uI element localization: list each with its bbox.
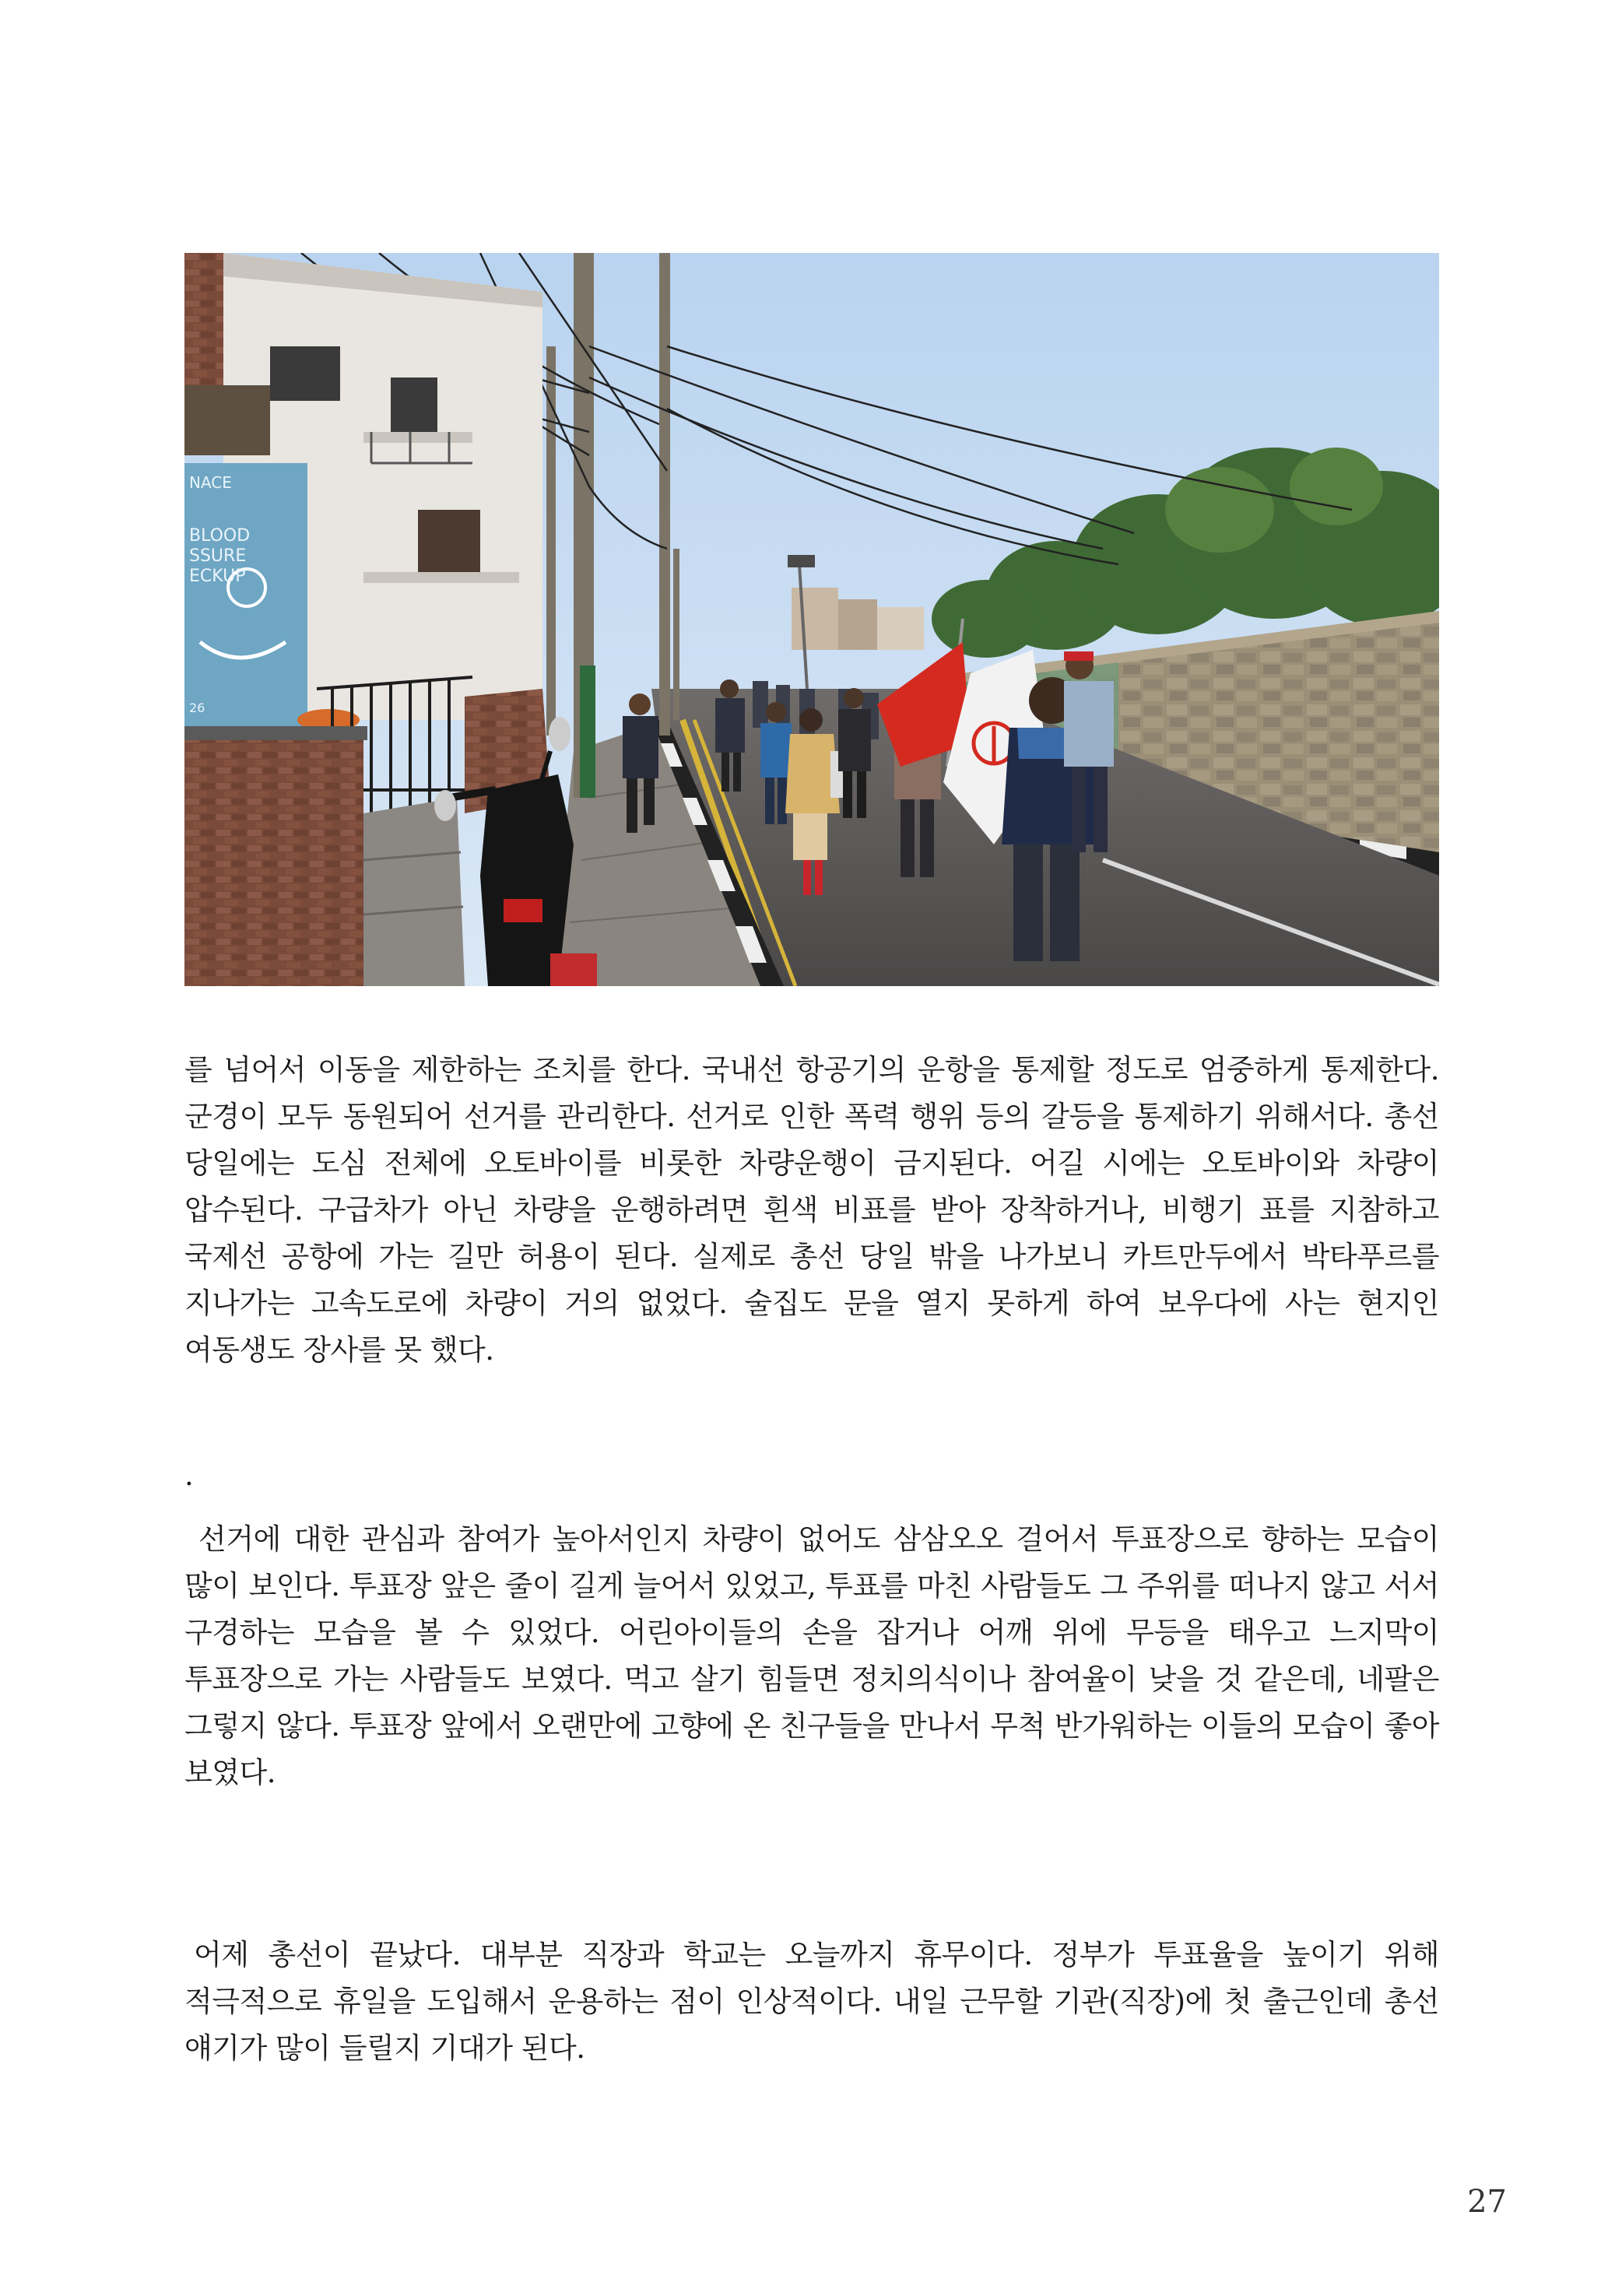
paragraph-1: 를 넘어서 이동을 제한하는 조치를 한다. 국내선 항공기의 운항을 통제할 정도로 엄중하게 통제한다. 군경이 모두 동원되어 선거를 관리한다. 선거로 인한 폭력 행위 등의 갈등을 통제하기 위해서다. 총선 당일에는 도심 전체에 오토바이를 비롯한 차량운행이 금지된다. 어길 시에는 오토바이와 차량이 압수된다. 구급차가 아닌 차량을 운행하려면 흰색 비표를 받아 장착하거나, 비행기 표를 지참하고 국제선 공항에 가는 길만 허용이 된다. 실제로 총선 당일 밖을 나가보니 카트만두에서 박타푸르를 지나가는 고속도로에 차량이 거의 없었다. 술집도 문을 열지 못하게 하여 보우다에 사는 현지인 여동생도 장사를 못 했다. — [184, 1053, 1439, 1367]
sign-line-1: NACE — [189, 473, 232, 492]
health-sign — [184, 463, 307, 732]
sign-line-5: 26 — [189, 700, 205, 715]
steps — [363, 798, 465, 986]
street-procession-photo — [184, 253, 1439, 986]
sign-line-3: SSURE — [189, 546, 247, 566]
paragraph-3: 어제 총선이 끝났다. 대부분 직장과 학교는 오늘까지 휴무이다. 정부가 투표율을 높이기 위해 적극적으로 휴일을 도입해서 운용하는 점이 인상적이다. 내일 근무할 기관(직장)에 첫 출근인데 총선 얘기가 많이 들릴지 기대가 된다. — [184, 1938, 1439, 2065]
photo-illustration — [184, 253, 1439, 986]
sign-line-4: ECKUP — [189, 567, 246, 586]
brick-wall — [184, 728, 363, 986]
paragraph-separator: . — [184, 1459, 194, 1492]
sign-line-2: BLOOD — [189, 526, 251, 546]
paragraph-2: 선거에 대한 관심과 참여가 높아서인지 차량이 없어도 삼삼오오 걸어서 투표장으로 향하는 모습이 많이 보인다. 투표장 앞은 줄이 길게 늘어서 있었고, 투표를 마친 사람들도 그 주위를 떠나지 않고 서서 구경하는 모습을 볼 수 있었다. 어린아이들의 손을 잡거나 어깨 위에 무등을 태우고 느지막이 투표장으로 가는 사람들도 보였다. 먹고 살기 힘들면 정치의식이나 참여율이 낮을 것 같은데, 네팔은 그렇지 않다. 투표장 앞에서 오랜만에 고향에 온 친구들을 만나서 무척 반가워하는 이들의 모습이 좋아 보였다. — [184, 1522, 1439, 1789]
page-number: 27 — [1467, 2184, 1507, 2220]
